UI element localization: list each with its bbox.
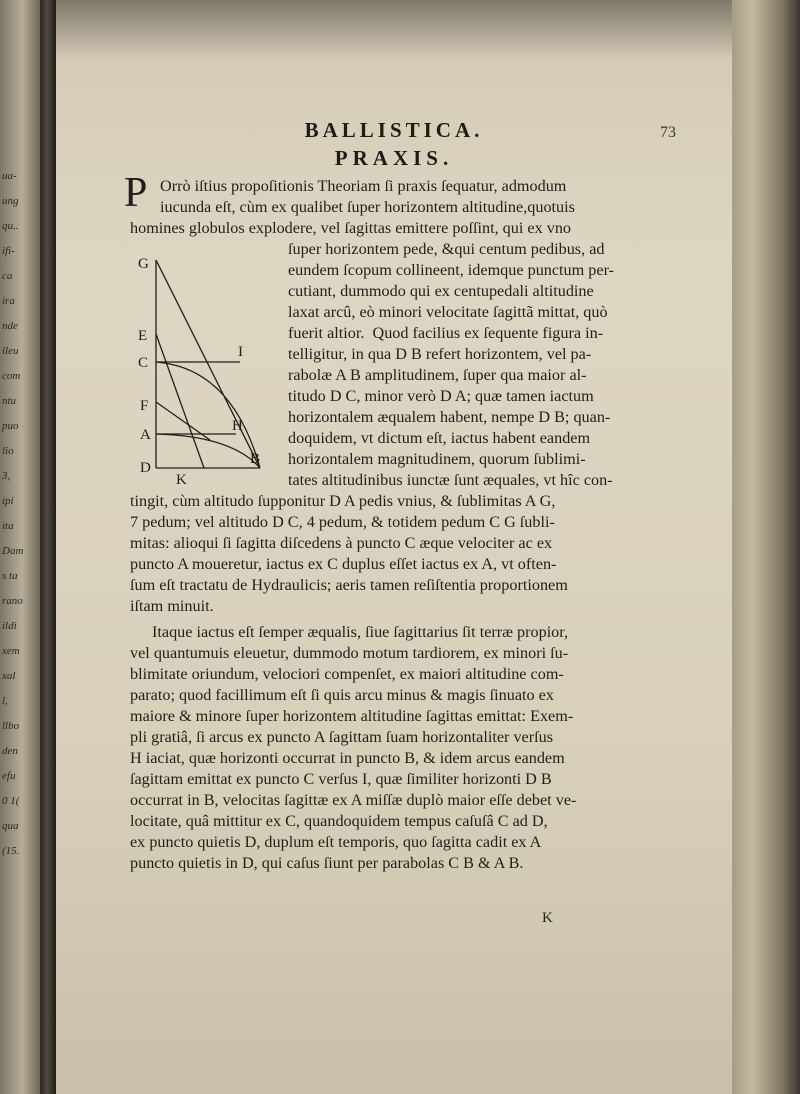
left-margin-fragment: 3,: [2, 470, 11, 482]
figure-label-a: A: [140, 427, 151, 443]
left-margin-fragment: ileu: [2, 345, 19, 357]
page-top-shadow: [56, 0, 732, 60]
text-line: pli gratiâ, ſi arcus ex puncto A ſagittam ſuam horizontaliter verſus: [130, 728, 554, 746]
text-line: tates altitudinibus iunctæ ſunt æquales, vt hîc con-: [288, 471, 613, 489]
catchword: K: [542, 910, 553, 926]
left-margin-fragment: nde: [2, 320, 18, 332]
figure-label-b: B: [250, 451, 261, 467]
left-margin-fragment: qu..: [2, 220, 19, 232]
left-margin-fragment: rano: [2, 595, 23, 607]
text-line: cutiant, dummodo qui ex centupedali altitudine: [288, 282, 594, 300]
figure-label-d: D: [140, 460, 151, 476]
text-line: Orrò iſtius propoſitionis Theoriam ſi praxis ſequatur, admodum: [160, 177, 567, 195]
left-margin-fragment: ifi-: [2, 245, 15, 257]
left-margin-fragment: efu: [2, 770, 16, 782]
left-margin-fragment: l,: [2, 695, 8, 707]
text-line: ſuper horizontem pede, &qui centum pedibus, ad: [288, 240, 605, 258]
parabola-figure: [114, 250, 264, 486]
page-number: 73: [660, 124, 676, 141]
figure-label-g: G: [138, 256, 149, 272]
text-line: titudo D C, minor verò D A; quæ tamen iactum: [288, 387, 594, 405]
line-e-k: [156, 334, 204, 468]
left-margin-fragment: ira: [2, 295, 15, 307]
text-line: horizontalem magnitudinem, quorum ſublimi-: [288, 450, 586, 468]
text-line: maiore & minore ſuper horizontem altitudine ſagittas emittat: Exem-: [130, 707, 574, 725]
left-margin-fragment: 0 1(: [2, 795, 20, 807]
left-margin-fragment: xal: [2, 670, 16, 682]
text-line: telligitur, in qua D B refert horizontem, vel pa-: [288, 345, 592, 363]
left-margin-fragment: com: [2, 370, 21, 382]
left-margin-fragment: puo: [2, 420, 19, 432]
left-margin-fragment: ita: [2, 520, 14, 532]
figure-label-f: F: [140, 398, 149, 414]
left-margin-fragment: qua: [2, 820, 19, 832]
left-margin-fragment: ipi: [2, 495, 14, 507]
left-margin-fragment: den: [2, 745, 18, 757]
left-margin-fragment: s ta: [2, 570, 18, 582]
text-line: doquidem, vt dictum eſt, iactus habent eandem: [288, 429, 591, 447]
text-line: puncto quietis in D, qui caſus ſiunt per parabolas C B & A B.: [130, 854, 524, 872]
left-margin-fragment: lio: [2, 445, 14, 457]
text-line: laxat arcû, eò minori velocitate ſagittã mittat, quò: [288, 303, 608, 321]
left-margin-fragment: llbo: [2, 720, 20, 732]
text-line: fuerit altior. Quod facilius ex ſequente figura in-: [288, 324, 604, 342]
text-line: ſagittam emittat ex puncto C verſus I, quæ ſimiliter horizonti D B: [130, 770, 552, 788]
text-line: Itaque iactus eſt ſemper æqualis, ſiue ſagittarius ſit terræ propior,: [152, 623, 569, 641]
left-margin-fragment: (15.: [2, 845, 20, 857]
text-line: parato; quod facillimum eſt ſi quis arcu minus & magis ſinuato ex: [130, 686, 554, 704]
book-spine: [40, 0, 56, 1094]
text-line: occurrat in B, velocitas ſagittæ ex A miſſæ duplò maior eſſe debet ve-: [130, 791, 577, 809]
left-margin-fragment: ildi: [2, 620, 17, 632]
text-line: horizontalem æqualem habent, nempe D B; quan-: [288, 408, 611, 426]
text-line: rabolæ A B amplitudinem, ſuper qua maior al-: [288, 366, 587, 384]
text-line: H iaciat, quæ horizonti occurrat in puncto B, & idem arcus eandem: [130, 749, 565, 767]
left-margin-fragment: ntu: [2, 395, 17, 407]
figure-label-i: I: [238, 344, 243, 360]
text-line: ſum eſt tractatu de Hydraulicis; aeris tamen reſiſtentia proportionem: [130, 576, 568, 594]
running-header: BALLISTICA.: [304, 118, 484, 142]
text-line: eundem ſcopum collineent, idemque punctum per-: [288, 261, 615, 279]
figure-label-c: C: [138, 355, 149, 371]
drop-cap: P: [124, 170, 148, 216]
book-page: [56, 0, 732, 1094]
text-line: puncto A moueretur, iactus ex C duplus eſſet iactus ex A, vt often-: [130, 555, 557, 573]
text-line: iucunda eſt, cùm ex qualibet ſuper horizontem altitudine,quotuis: [160, 198, 575, 216]
figure-label-k: K: [176, 472, 187, 486]
text-line: 7 pedum; vel altitudo D C, 4 pedum, & totidem pedum C G ſubli-: [130, 513, 555, 531]
section-heading: PRAXIS.: [334, 146, 454, 170]
text-line: vel quantumuis eleuetur, dummodo motum tardiorem, ex minori ſu-: [130, 644, 569, 662]
left-margin-fragment: ung: [2, 195, 19, 207]
text-line: homines globulos explodere, vel ſagittas emittere poſſint, qui ex vno: [130, 219, 572, 237]
text-line: locitate, quâ mittitur ex C, quandoquidem tempus caſuſâ C ad D,: [130, 812, 548, 830]
figure-label-h: H: [232, 418, 243, 434]
figure-label-e: E: [138, 328, 148, 344]
text-line: tingit, cùm altitudo ſupponitur D A pedis vnius, & ſublimitas A G,: [130, 492, 556, 510]
left-margin-fragment: Dam: [2, 545, 24, 557]
text-line: mitas: alioqui ſi ſagitta diſcedens à puncto C æque velociter ac ex: [130, 534, 553, 552]
text-line: ex puncto quietis D, duplum eſt temporis, quo ſagitta cadit ex A: [130, 833, 542, 851]
text-line: blimitate oriundum, velociori compenſet, ex maiori altitudine com-: [130, 665, 564, 683]
left-margin-fragment: xem: [2, 645, 20, 657]
left-margin-fragment: ua-: [2, 170, 17, 182]
left-margin-fragment: ca: [2, 270, 13, 282]
adjacent-page-edge: [0, 0, 40, 1094]
text-line: iſtam minuit.: [130, 597, 214, 615]
book-block-edge: [732, 0, 800, 1094]
